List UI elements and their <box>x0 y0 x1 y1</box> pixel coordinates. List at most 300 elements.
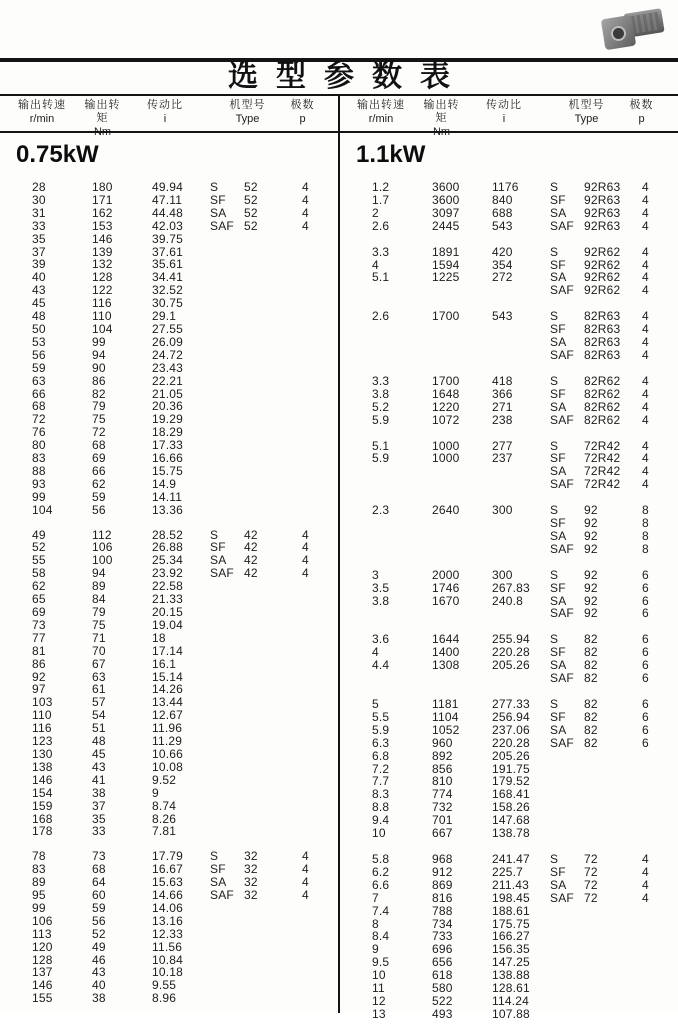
table-row <box>340 982 678 995</box>
cell-poles: 6 <box>642 593 649 608</box>
cell-model: 72R42 <box>584 464 621 479</box>
cell-ratio: 354 <box>492 257 513 272</box>
cell-torque: 774 <box>432 787 453 802</box>
cell-speed: 45 <box>32 296 46 311</box>
cell-poles: 4 <box>302 566 309 581</box>
gearbox-shaft-face <box>611 26 626 41</box>
cell-ratio: 19.04 <box>152 617 184 632</box>
cell-speed: 43 <box>32 283 46 298</box>
table-row <box>340 711 678 724</box>
cell-speed: 52 <box>32 540 46 555</box>
cell-poles: 8 <box>642 528 649 543</box>
table-1-1kw-rows <box>340 181 678 1021</box>
table-row <box>340 504 678 517</box>
cell-ratio: 300 <box>492 567 513 582</box>
table-block <box>340 181 678 233</box>
cell-speed: 146 <box>32 978 53 993</box>
table-row <box>0 349 338 362</box>
header-poles-unit: p <box>638 113 645 125</box>
cell-torque: 84 <box>92 592 106 607</box>
cell-ratio: 32.52 <box>152 283 184 298</box>
cell-speed: 1.2 <box>372 180 390 194</box>
cell-ratio: 220.28 <box>492 645 530 660</box>
cell-torque: 86 <box>92 373 106 388</box>
cell-torque: 1700 <box>432 373 460 388</box>
cell-torque: 68 <box>92 862 106 877</box>
cell-torque: 112 <box>92 527 112 542</box>
table-block <box>340 440 678 492</box>
cell-torque: 968 <box>432 851 453 866</box>
cell-ratio: 241.47 <box>492 851 530 866</box>
cell-speed: 83 <box>32 862 46 877</box>
cell-torque: 75 <box>92 412 106 427</box>
cell-model: 72R42 <box>584 451 621 466</box>
cell-prefix: SA <box>550 335 567 350</box>
cell-ratio: 14.11 <box>152 489 183 504</box>
table-row <box>0 233 338 246</box>
cell-ratio: 272 <box>492 270 513 285</box>
cell-ratio: 14.9 <box>152 476 177 491</box>
cell-torque: 1746 <box>432 580 460 595</box>
cell-speed: 30 <box>32 192 46 207</box>
cell-speed: 58 <box>32 566 46 581</box>
cell-model: 92R62 <box>584 257 621 272</box>
cell-speed: 123 <box>32 734 53 749</box>
cell-model: 82 <box>584 658 598 673</box>
cell-speed: 5.9 <box>372 412 390 427</box>
cell-prefix: SAF <box>550 477 574 492</box>
cell-torque: 100 <box>92 553 113 568</box>
header-type-unit: Type <box>235 113 260 125</box>
table-row <box>340 607 678 620</box>
cell-ratio: 14.66 <box>152 888 184 903</box>
table-row <box>0 761 338 774</box>
cell-prefix: SF <box>550 864 566 879</box>
cell-speed: 88 <box>32 463 46 478</box>
cell-model: 42 <box>244 566 258 581</box>
cell-model: 32 <box>244 862 258 877</box>
cell-poles: 6 <box>642 658 649 673</box>
cell-torque: 869 <box>432 877 453 892</box>
header-type-unit: Type <box>574 113 599 125</box>
cell-speed: 7.4 <box>372 903 390 918</box>
cell-poles: 4 <box>302 862 309 877</box>
cell-model: 92 <box>584 580 598 595</box>
table-block <box>340 853 678 1021</box>
cell-prefix: SAF <box>550 283 574 298</box>
cell-ratio: 29.1 <box>152 309 177 324</box>
cell-speed: 6.3 <box>372 735 390 750</box>
cell-torque: 856 <box>432 761 453 776</box>
cell-torque: 62 <box>92 476 106 491</box>
cell-ratio: 20.15 <box>152 605 184 619</box>
cell-poles: 4 <box>642 412 649 427</box>
cell-torque: 656 <box>432 955 453 970</box>
cell-torque: 2000 <box>432 567 460 582</box>
cell-ratio: 147.25 <box>492 955 530 970</box>
cell-torque: 733 <box>432 929 453 944</box>
header-output-torque <box>419 99 464 140</box>
table-row <box>340 595 678 608</box>
table-row <box>340 724 678 737</box>
cell-model: 52 <box>244 192 258 207</box>
cell-model: 72R42 <box>584 477 621 492</box>
table-row <box>0 658 338 671</box>
cell-torque: 75 <box>92 617 106 632</box>
cell-model: 92R62 <box>584 283 621 298</box>
cell-ratio: 34.41 <box>152 270 184 285</box>
cell-speed: 89 <box>32 875 46 890</box>
cell-speed: 31 <box>32 205 46 220</box>
cell-ratio: 11.56 <box>152 939 183 954</box>
cell-torque: 3600 <box>432 180 460 194</box>
cell-torque: 94 <box>92 347 106 362</box>
table-row <box>340 517 678 530</box>
cell-ratio: 26.09 <box>152 334 184 349</box>
cell-torque: 701 <box>432 813 453 828</box>
cell-torque: 180 <box>92 180 113 194</box>
cell-speed: 8 <box>372 916 379 931</box>
cell-torque: 618 <box>432 968 453 983</box>
cell-speed: 9 <box>372 942 379 957</box>
cell-model: 82 <box>584 645 598 660</box>
cell-poles: 4 <box>642 851 649 866</box>
cell-prefix: SAF <box>210 566 234 581</box>
cell-speed: 146 <box>32 772 53 787</box>
cell-speed: 10 <box>372 968 386 983</box>
cell-speed: 116 <box>32 721 52 736</box>
cell-model: 82 <box>584 671 598 686</box>
cell-model: 92 <box>584 516 598 531</box>
cell-speed: 81 <box>32 643 46 658</box>
cell-speed: 72 <box>32 412 46 427</box>
page-title: 选型参数表 <box>228 60 468 93</box>
table-row <box>340 452 678 465</box>
cell-torque: 171 <box>92 192 113 207</box>
cell-speed: 4.4 <box>372 658 390 673</box>
cell-model: 92R62 <box>584 244 621 259</box>
cell-ratio: 42.03 <box>152 218 184 233</box>
table-block <box>340 504 678 556</box>
power-heading: 0.75kW <box>16 141 99 168</box>
table-row <box>340 271 678 284</box>
cell-model: 92R63 <box>584 192 621 207</box>
table-row <box>340 827 678 840</box>
cell-ratio: 22.58 <box>152 579 184 594</box>
header-output-torque-zh: 输出转矩 <box>84 99 121 124</box>
cell-torque: 960 <box>432 735 453 750</box>
table-block <box>340 569 678 621</box>
cell-prefix: S <box>210 180 219 194</box>
cell-ratio: 543 <box>492 218 513 233</box>
cell-torque: 57 <box>92 695 106 710</box>
cell-torque: 3097 <box>432 205 460 220</box>
cell-model: 42 <box>244 553 258 568</box>
cell-torque: 816 <box>432 890 453 905</box>
cell-model: 92 <box>584 593 598 608</box>
cell-model: 72 <box>584 864 598 879</box>
header-poles <box>619 99 664 127</box>
cell-prefix: SAF <box>550 412 574 427</box>
cell-prefix: SA <box>550 205 567 220</box>
cell-torque: 99 <box>92 334 106 349</box>
cell-speed: 159 <box>32 798 53 813</box>
cell-prefix: SF <box>550 580 566 595</box>
cell-torque: 1400 <box>432 645 460 660</box>
cell-ratio: 17.14 <box>152 643 184 658</box>
cell-speed: 33 <box>32 218 46 233</box>
cell-model: 32 <box>244 849 258 864</box>
cell-speed: 56 <box>32 347 46 362</box>
cell-ratio: 128.61 <box>492 981 530 996</box>
cell-poles: 4 <box>302 180 309 194</box>
cell-speed: 137 <box>32 965 53 980</box>
cell-speed: 2 <box>372 205 379 220</box>
cell-speed: 35 <box>32 231 46 246</box>
cell-ratio: 10.18 <box>152 965 184 980</box>
cell-torque: 59 <box>92 489 106 504</box>
cell-ratio: 8.26 <box>152 811 177 826</box>
cell-speed: 3.5 <box>372 580 390 595</box>
cell-prefix: SF <box>550 192 566 207</box>
cell-torque: 1104 <box>432 709 459 724</box>
cell-speed: 5.5 <box>372 709 390 724</box>
cell-ratio: 15.63 <box>152 875 184 890</box>
header-type-zh: 机型号 <box>229 99 266 111</box>
cell-speed: 49 <box>32 527 46 542</box>
cell-speed: 130 <box>32 746 53 761</box>
cell-torque: 153 <box>92 218 113 233</box>
cell-speed: 3.8 <box>372 386 390 401</box>
cell-speed: 6.6 <box>372 877 390 892</box>
cell-speed: 5.1 <box>372 438 390 453</box>
table-row <box>0 889 338 902</box>
cell-speed: 120 <box>32 939 53 954</box>
cell-torque: 1594 <box>432 257 460 272</box>
header-ratio <box>130 99 200 127</box>
table-row <box>340 336 678 349</box>
table-row <box>340 194 678 207</box>
right-table-header <box>339 99 678 131</box>
cell-speed: 5 <box>372 697 379 711</box>
cell-prefix: SAF <box>550 347 574 362</box>
cell-model: 82 <box>584 709 598 724</box>
table-row <box>340 892 678 905</box>
table-row <box>340 853 678 866</box>
cell-speed: 155 <box>32 991 53 1006</box>
cell-prefix: SAF <box>210 888 234 903</box>
cell-speed: 99 <box>32 489 46 504</box>
cell-speed: 128 <box>32 952 53 967</box>
cell-ratio: 22.21 <box>152 373 184 388</box>
cell-torque: 37 <box>92 798 106 813</box>
cell-poles: 4 <box>302 875 309 890</box>
table-block <box>340 698 678 840</box>
cell-torque: 580 <box>432 981 453 996</box>
cell-speed: 50 <box>32 321 46 336</box>
cell-ratio: 205.26 <box>492 658 530 673</box>
cell-ratio: 37.61 <box>152 244 184 259</box>
cell-prefix: SF <box>550 451 566 466</box>
table-row <box>0 941 338 954</box>
cell-ratio: 418 <box>492 373 513 388</box>
cell-ratio: 20.36 <box>152 399 184 414</box>
cell-torque: 1308 <box>432 658 460 673</box>
cell-poles: 4 <box>642 283 649 298</box>
table-row <box>0 606 338 619</box>
table-row <box>340 750 678 763</box>
cell-ratio: 191.75 <box>492 761 530 776</box>
cell-speed: 5.9 <box>372 451 390 466</box>
cell-torque: 56 <box>92 913 106 928</box>
cell-prefix: SF <box>550 257 566 272</box>
cell-speed: 12 <box>372 993 386 1008</box>
header-poles-unit: p <box>299 113 306 125</box>
cell-poles: 4 <box>642 309 649 324</box>
cell-torque: 1670 <box>432 593 460 608</box>
cell-torque: 56 <box>92 502 106 517</box>
cell-torque: 79 <box>92 605 106 619</box>
table-block <box>340 246 678 298</box>
table-row <box>0 504 338 517</box>
table-row <box>0 632 338 645</box>
cell-speed: 78 <box>32 849 46 864</box>
cell-speed: 83 <box>32 451 46 466</box>
cell-model: 82R63 <box>584 335 621 350</box>
cell-speed: 86 <box>32 656 46 671</box>
cell-poles: 4 <box>642 373 649 388</box>
cell-poles: 4 <box>642 399 649 414</box>
cell-speed: 8.8 <box>372 800 390 815</box>
cell-ratio: 8.96 <box>152 991 177 1006</box>
table-row <box>340 375 678 388</box>
cell-model: 92R62 <box>584 270 621 285</box>
cell-ratio: 14.06 <box>152 900 184 915</box>
cell-ratio: 114.24 <box>492 993 530 1008</box>
header-ratio-zh: 传动比 <box>147 99 183 111</box>
table-row <box>340 349 678 362</box>
cell-speed: 106 <box>32 913 53 928</box>
cell-ratio: 300 <box>492 503 513 518</box>
cell-torque: 2445 <box>432 218 460 233</box>
cell-ratio: 166.27 <box>492 929 530 944</box>
cell-torque: 1052 <box>432 722 460 737</box>
cell-poles: 4 <box>642 347 649 362</box>
cell-ratio: 25.34 <box>152 553 184 568</box>
cell-torque: 69 <box>92 451 106 466</box>
header-output-speed-unit: r/min <box>368 113 394 125</box>
cell-ratio: 39.75 <box>152 231 184 246</box>
cell-torque: 1220 <box>432 399 460 414</box>
cell-torque: 892 <box>432 748 453 763</box>
cell-speed: 76 <box>32 425 46 440</box>
cell-torque: 72 <box>92 425 106 440</box>
cell-model: 92 <box>584 528 598 543</box>
cell-ratio: 8.74 <box>152 798 177 813</box>
cell-prefix: SF <box>210 192 226 207</box>
cell-poles: 4 <box>302 553 309 568</box>
cell-torque: 1644 <box>432 632 460 647</box>
cell-speed: 97 <box>32 682 46 697</box>
cell-prefix: S <box>210 527 219 542</box>
cell-ratio: 175.75 <box>492 916 530 931</box>
table-row <box>0 992 338 1005</box>
cell-poles: 4 <box>642 322 649 337</box>
cell-poles: 6 <box>642 697 649 711</box>
cell-model: 32 <box>244 888 258 903</box>
cell-poles: 6 <box>642 606 649 621</box>
cell-speed: 93 <box>32 476 46 491</box>
cell-torque: 68 <box>92 438 106 453</box>
cell-poles: 4 <box>642 464 649 479</box>
cell-prefix: SA <box>550 877 567 892</box>
cell-torque: 54 <box>92 708 106 723</box>
cell-prefix: SA <box>210 875 227 890</box>
cell-model: 82R62 <box>584 373 621 388</box>
cell-poles: 4 <box>642 180 649 194</box>
cell-prefix: SF <box>550 322 566 337</box>
cell-ratio: 198.45 <box>492 890 530 905</box>
cell-ratio: 9.52 <box>152 772 177 787</box>
cell-torque: 66 <box>92 463 106 478</box>
cell-ratio: 18.29 <box>152 425 184 440</box>
cell-speed: 80 <box>32 438 46 453</box>
table-block <box>340 310 678 362</box>
cell-torque: 3600 <box>432 192 460 207</box>
cell-ratio: 13.36 <box>152 502 184 517</box>
header-underline <box>0 131 678 133</box>
header-ratio-unit: i <box>163 113 167 125</box>
cell-poles: 6 <box>642 580 649 595</box>
cell-speed: 8.3 <box>372 787 390 802</box>
cell-poles: 4 <box>302 849 309 864</box>
table-row <box>340 310 678 323</box>
cell-ratio: 138.78 <box>492 826 530 841</box>
cell-prefix: S <box>550 309 559 324</box>
cell-speed: 104 <box>32 502 53 517</box>
table-row <box>340 698 678 711</box>
cell-ratio: 21.33 <box>152 592 184 607</box>
cell-ratio: 11.29 <box>152 734 183 749</box>
table-row <box>340 672 678 685</box>
cell-poles: 4 <box>642 205 649 220</box>
cell-ratio: 35.61 <box>152 257 184 272</box>
cell-model: 82 <box>584 632 598 647</box>
cell-torque: 139 <box>92 244 113 259</box>
cell-ratio: 15.75 <box>152 463 184 478</box>
cell-ratio: 168.41 <box>492 787 530 802</box>
cell-poles: 4 <box>642 386 649 401</box>
table-row <box>0 748 338 761</box>
cell-speed: 6.2 <box>372 864 390 879</box>
table-block <box>340 633 678 685</box>
cell-torque: 912 <box>432 864 453 879</box>
cell-speed: 28 <box>32 180 46 194</box>
cell-ratio: 138.88 <box>492 968 530 983</box>
cell-speed: 103 <box>32 695 53 710</box>
cell-ratio: 107.88 <box>492 1006 530 1021</box>
cell-torque: 35 <box>92 811 106 826</box>
cell-speed: 53 <box>32 334 46 349</box>
cell-torque: 38 <box>92 785 106 800</box>
cell-model: 82R62 <box>584 399 621 414</box>
cell-speed: 77 <box>32 630 46 645</box>
header-output-speed-unit: r/min <box>29 113 55 125</box>
cell-torque: 94 <box>92 566 106 581</box>
cell-torque: 82 <box>92 386 106 401</box>
cell-ratio: 19.29 <box>152 412 184 427</box>
table-row <box>340 737 678 750</box>
